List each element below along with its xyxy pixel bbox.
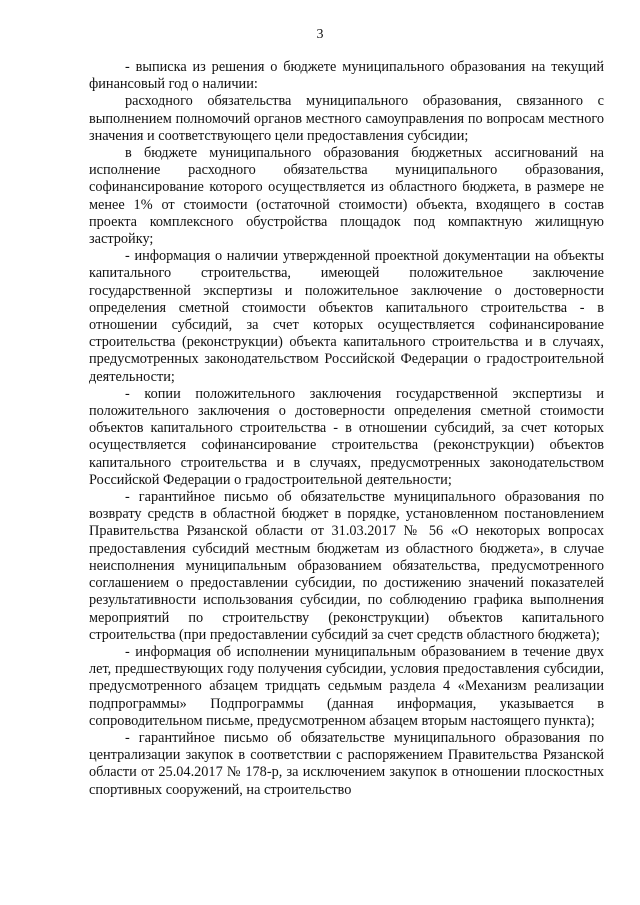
paragraph-project-documentation: - информация о наличии утвержденной проектной документации на объекты капитального строительства, имеющей положительное заключение государственной экспертизы и положительное заключение о достоверности определения сметной стоимости объектов капитального строительства - в отношении субсидий, за счет которых осуществляется софинансирование строительства (реконструкции) объекта капитального строительства и в случаях, предусмотренных законодательством Российской Федерации о градостроительной деятельности; bbox=[89, 248, 604, 385]
paragraph-execution-info: - информация об исполнении муниципальным образованием в течение двух лет, предшествующих году получения субсидии, условия предоставления субсидии, предусмотренного абзацем тридцать седьмым раздела 4 «Механизм реализации подпрограммы» Подпрограммы (данная информация, указывается в сопроводительном письме, предусмотренном абзацем вторым настоящего пункта); bbox=[89, 643, 604, 729]
paragraph-guarantee-letter-refund: - гарантийное письмо об обязательстве муниципального образования по возврату средств в областной бюджет в порядке, установленном постановлением Правительства Рязанской области от 31.03.2017 № 56 «О некоторых вопросах предоставления субсидий местным бюджетам из областного бюджета», в случае неисполнения муниципальным образованием обязательства, предусмотренного соглашением о предоставлении субсидии, по достижению значений показателей результативности использования субсидии, по соблюдению графика выполнения мероприятий по строительству (реконструкции) объектов капитального строительства (при предоставлении субсидий за счет средств областного бюджета); bbox=[89, 489, 604, 643]
paragraph-guarantee-letter-procurement: - гарантийное письмо об обязательстве муниципального образования по централизации закупок в соответствии с распоряжением Правительства Рязанской области от 25.04.2017 № 178-р, за исключением закупок в отношении плоскостных спортивных сооружений, на строительство bbox=[89, 729, 604, 798]
paragraph-expenditure-obligation: расходного обязательства муниципального образования, связанного с выполнением полномочий органов местного самоуправления по вопросам местного значения и соответствующего цели предоставления субсидии; bbox=[89, 93, 604, 144]
paragraph-expertise-copies: - копии положительного заключения государственной экспертизы и положительного заключения о достоверности определения сметной стоимости объектов капитального строительства - в отношении субсидий, за счет которых осуществляется софинансирование строительства (реконструкции) объектов капитального строительства и в случаях, предусмотренных законодательством Российской Федерации о градостроительной деятельности; bbox=[89, 385, 604, 488]
paragraph-budget-extract: - выписка из решения о бюджете муниципального образования на текущий финансовый год о наличии: bbox=[89, 59, 604, 93]
paragraph-budget-allocations: в бюджете муниципального образования бюджетных ассигнований на исполнение расходного обязательства муниципального образования, софинансирование которого осуществляется из областного бюджета, в размере не менее 1% от стоимости (остаточной стоимости) объекта, входящего в состав проекта комплексного обустройства площадок под компактную жилищную застройку; bbox=[89, 145, 604, 248]
page-number: 3 bbox=[316, 27, 324, 42]
document-body bbox=[89, 59, 604, 799]
